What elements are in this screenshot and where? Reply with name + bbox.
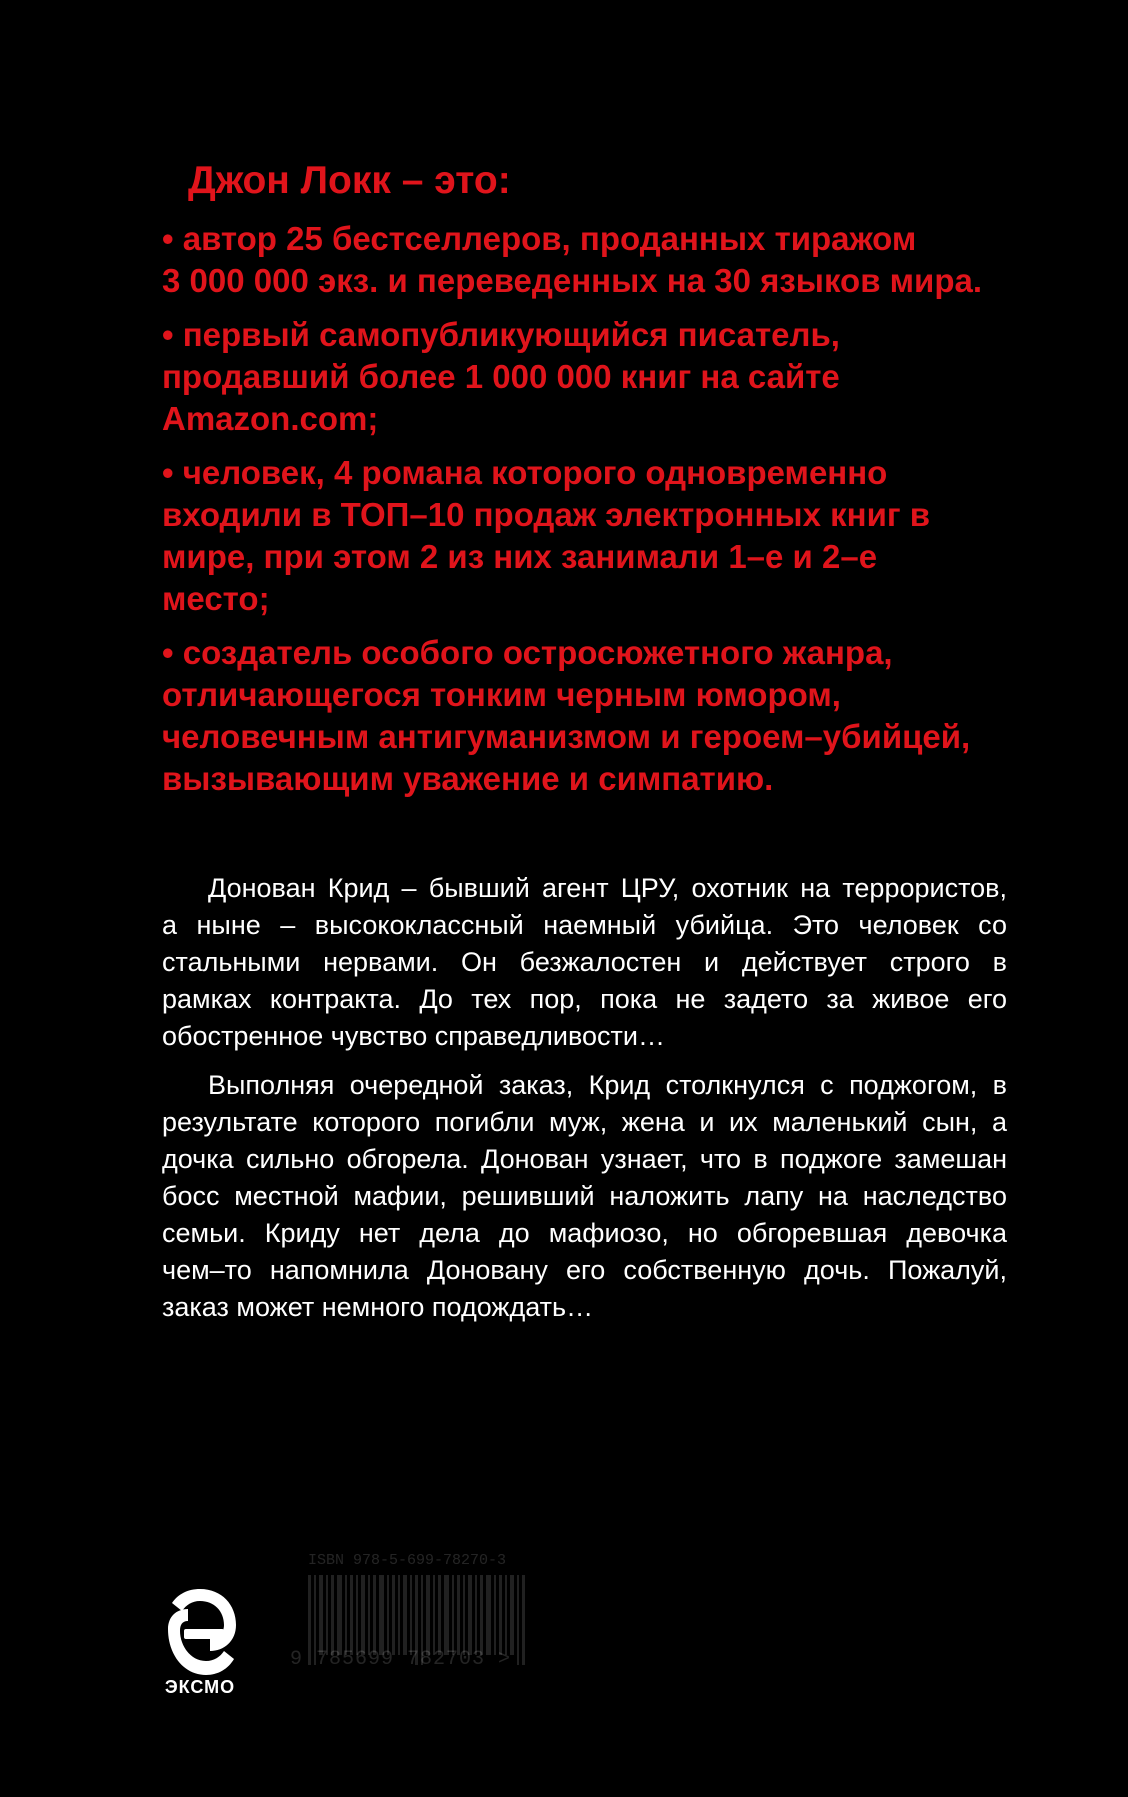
highlight-line: • первый самопубликующийся писатель, bbox=[162, 316, 840, 353]
description-line: Выполняя очередной заказ, Крид столкнулся с поджогом, в bbox=[208, 1070, 1007, 1100]
highlight-line: Amazon.com; bbox=[162, 400, 379, 437]
highlight-line: • создатель особого остросюжетного жанра, bbox=[162, 634, 893, 671]
highlight-item bbox=[162, 314, 1042, 440]
description-line: заказ может немного подождать… bbox=[162, 1292, 594, 1322]
highlight-line: продавший более 1 000 000 книг на сайте bbox=[162, 358, 840, 395]
description-line: рамках контракта. До тех пор, пока не задето за живое его bbox=[162, 984, 1007, 1014]
highlight-item bbox=[162, 452, 1042, 620]
highlight-line: • человек, 4 романа которого одновременно bbox=[162, 454, 888, 491]
description-line: семьи. Криду нет дела до мафиозо, но обгоревшая девочка bbox=[162, 1218, 1007, 1248]
description-line: дочка сильно обгорела. Донован узнает, что в поджоге замешан bbox=[162, 1144, 1007, 1174]
highlight-line: вызывающим уважение и симпатию. bbox=[162, 760, 774, 797]
highlight-line: отличающегося тонким черным юмором, bbox=[162, 676, 841, 713]
highlight-line: мире, при этом 2 из них занимали 1–е и 2–е bbox=[162, 538, 878, 575]
isbn-text: ISBN 978-5-699-78270-3 bbox=[308, 1552, 507, 1569]
highlight-item bbox=[162, 632, 1042, 800]
description-paragraph bbox=[162, 1067, 1007, 1326]
highlight-line: 3 000 000 экз. и переведенных на 30 языков мира. bbox=[162, 262, 983, 299]
highlight-item bbox=[162, 218, 1042, 302]
description-line: результате которого погибли муж, жена и их маленький сын, а bbox=[162, 1107, 1007, 1137]
description-line: босс местной мафии, решивший наложить лапу на наследство bbox=[162, 1181, 1007, 1211]
highlight-line: место; bbox=[162, 580, 270, 617]
barcode-digits: 9 785699 782703 > bbox=[290, 1648, 512, 1671]
description-line: обостренное чувство справедливости… bbox=[162, 1021, 665, 1051]
description-line: чем–то напомнила Доновану его собственную дочь. Пожалуй, bbox=[162, 1255, 1007, 1285]
highlight-line: входили в ТОП–10 продаж электронных книг в bbox=[162, 496, 931, 533]
author-highlights bbox=[162, 158, 1042, 812]
book-description bbox=[162, 870, 1007, 1338]
description-line: Донован Крид – бывший агент ЦРУ, охотник на террористов, bbox=[208, 873, 1007, 903]
description-line: а ныне – высококлассный наемный убийца. Это человек со bbox=[162, 910, 1007, 940]
description-line: стальными нервами. Он безжалостен и действует строго в bbox=[162, 947, 1007, 977]
eksmo-logo-icon bbox=[160, 1585, 240, 1685]
highlights-title: Джон Локк – это: bbox=[188, 159, 511, 202]
publisher-name: ЭКСМО bbox=[164, 1677, 236, 1697]
highlight-line: человечным антигуманизмом и героем–убийцей, bbox=[162, 718, 971, 755]
highlight-line: • автор 25 бестселлеров, проданных тиражом bbox=[162, 220, 917, 257]
description-paragraph bbox=[162, 870, 1007, 1055]
